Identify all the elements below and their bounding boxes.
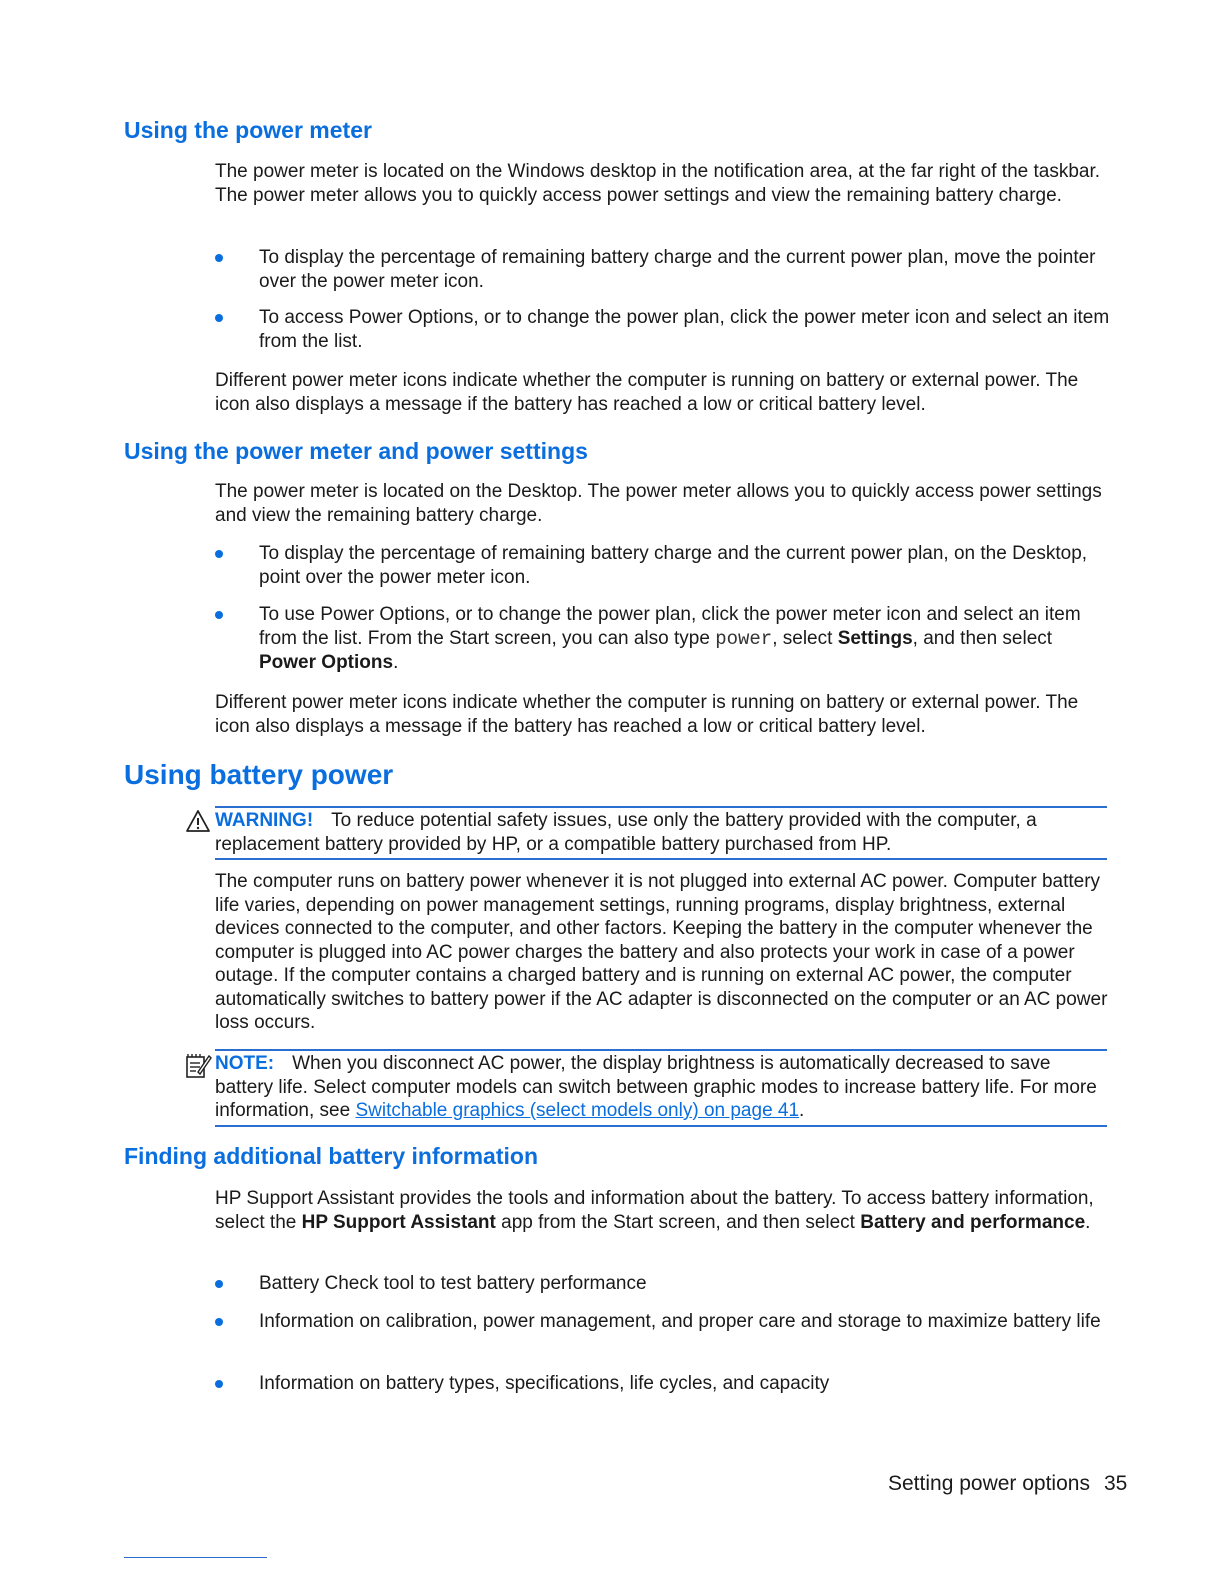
list-item-text: Information on battery types, specifications, life cycles, and capacity: [259, 1373, 830, 1394]
footer-rule: [124, 1557, 267, 1558]
heading-using-power-meter: Using the power meter: [124, 117, 372, 143]
list-item: [215, 1272, 1110, 1296]
power-options-bold: Power Options: [259, 652, 394, 673]
heading-power-meter-settings: Using the power meter and power settings: [124, 438, 588, 464]
list-item: [215, 306, 1110, 354]
list-item: [215, 1310, 1110, 1334]
heading-finding-battery-info: Finding additional battery information: [124, 1143, 538, 1169]
list-item: [215, 246, 1110, 294]
power-settings-outro: Different power meter icons indicate whether the computer is running on battery or external power. The icon also displays a message if the battery has reached a low or critical battery level.: [215, 692, 1079, 737]
power-meter-outro: Different power meter icons indicate whether the computer is running on battery or external power. The icon also displays a message if the battery has reached a low or critical battery level.: [215, 370, 1079, 415]
list-item: [215, 603, 1110, 675]
code-power: power: [715, 628, 773, 650]
list-item-text: Information on calibration, power management, and proper care and storage to maximize battery life: [259, 1311, 1101, 1332]
note-text: When you disconnect AC power, the display brightness is automatically decreased to save battery life. Select computer models can switch between graphic modes to increase battery life. For more information, see: [215, 1053, 1097, 1121]
switchable-graphics-link[interactable]: Switchable graphics (select models only) on page 41: [355, 1100, 800, 1121]
note-icon: [184, 1052, 212, 1080]
warning-label: WARNING!: [215, 810, 314, 831]
battery-power-body: The computer runs on battery power whenever it is not plugged into external AC power. Computer battery life varies, depending on power management settings, running programs, display brightness, external devices connected to the computer, and other factors. Keeping the battery in the computer whenever the computer is plugged into AC power charges the battery and also protects your work in case of a power outage. If the computer contains a charged battery and is running on external AC power, the computer automatically switches to battery power if the AC adapter is disconnected on the computer or an AC power loss occurs.: [215, 871, 1108, 1033]
list-item-text: To display the percentage of remaining battery charge and the current power plan, move the pointer over the power meter icon.: [259, 247, 1096, 292]
heading-using-battery-power: Using battery power: [124, 759, 394, 790]
power-meter-intro: The power meter is located on the Windows desktop in the notification area, at the far right of the taskbar. The power meter allows you to quickly access power settings and view the remaining battery charge.: [215, 161, 1101, 206]
battery-performance-bold: Battery and performance: [860, 1211, 1086, 1233]
battery-info-intro: HP Support Assistant provides the tools and information about the battery. To access battery information, select the HP Support Assistant app from the Start screen, and then select Battery and performance.: [215, 1188, 1094, 1233]
hp-support-assistant-bold: HP Support Assistant: [301, 1211, 496, 1233]
note-callout: NOTE: When you disconnect AC power, the display brightness is automatically decreased to save battery life. Select computer models can switch between graphic modes to increase battery life. For more information, see Switchable graphics (select models only) on page 41.: [215, 1049, 1107, 1127]
list-item: [215, 542, 1110, 590]
warning-callout: [215, 806, 1107, 860]
bullet-icon: [215, 1280, 223, 1288]
list-item-text: To use Power Options, or to change the power plan, click the power meter icon and select an item from the list. From the Start screen, you can also type power, select Settings, and then select Power Options.: [259, 604, 1081, 673]
bullet-icon: [215, 254, 223, 262]
bullet-icon: [215, 550, 223, 558]
footer-section-title: Setting power options: [888, 1472, 1090, 1495]
bullet-icon: [215, 1318, 223, 1326]
bullet-icon: [215, 1380, 223, 1388]
bullet-icon: [215, 611, 223, 619]
list-item-text: Battery Check tool to test battery performance: [259, 1273, 647, 1294]
list-item: [215, 1372, 1110, 1396]
note-label: NOTE:: [215, 1053, 275, 1074]
settings-bold: Settings: [837, 628, 913, 649]
bullet-icon: [215, 314, 223, 322]
list-item-text: To display the percentage of remaining battery charge and the current power plan, on the Desktop, point over the power meter icon.: [259, 543, 1088, 588]
page-number: 35: [1104, 1472, 1128, 1495]
warning-icon: [186, 810, 210, 832]
warning-text: To reduce potential safety issues, use only the battery provided with the computer, a replacement battery provided by HP, or a compatible battery purchased from HP.: [215, 810, 1037, 855]
list-item-text: To access Power Options, or to change the power plan, click the power meter icon and select an item from the list.: [259, 307, 1110, 352]
power-settings-intro: The power meter is located on the Desktop. The power meter allows you to quickly access power settings and view the remaining battery charge.: [215, 481, 1102, 526]
